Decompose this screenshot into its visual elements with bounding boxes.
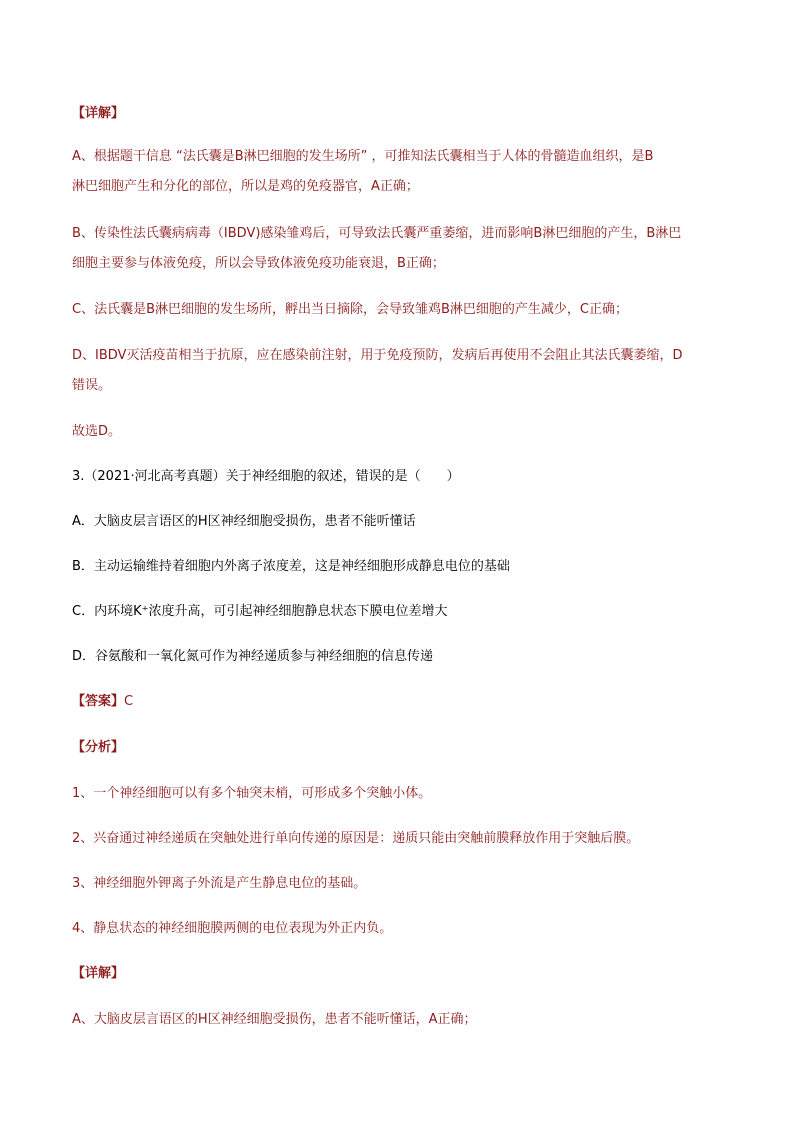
analysis-point-2: 2、兴奋通过神经递质在突触处进行单向传递的原因是：递质只能由突触前膜释放作用于突触后膜。 — [72, 831, 640, 846]
analysis-point-1: 1、一个神经细胞可以有多个轴突末梢，可形成多个突触小体。 — [72, 786, 432, 801]
answer-row — [72, 692, 133, 712]
detail-d-line-2: 错误。 — [72, 378, 112, 393]
detail-b-line-1: B、传染性法氏囊病病毒（IBDV)感染雏鸡后，可导致法氏囊严重萎缩，进而影响B淋巴细胞的产生，B淋巴 — [72, 226, 682, 241]
detail-b-line-2: 细胞主要参与体液免疫，所以会导致体液免疫功能衰退，B正确； — [72, 256, 445, 271]
analysis-point-3: 3、神经细胞外钾离子外流是产生静息电位的基础。 — [72, 876, 367, 891]
question-3-option-b: B．主动运输维持着细胞内外离子浓度差，这是神经细胞形成静息电位的基础 — [72, 559, 510, 574]
question-3-option-c: C．内环境K⁺浓度升高，可引起神经细胞静息状态下膜电位差增大 — [72, 604, 448, 619]
answer-value: C — [124, 694, 134, 709]
detail-heading-1: 【详解】 — [72, 106, 125, 121]
detail-c-line-1: C、法氏囊是B淋巴细胞的发生场所，孵出当日摘除，会导致雏鸡B淋巴细胞的产生减少，C正确； — [72, 302, 628, 317]
detail-a-line-1: A、根据题干信息 “法氏囊是B淋巴细胞的发生场所” ，可推知法氏囊相当于人体的骨髓造血组织，是B — [72, 149, 654, 164]
question-3-stem: 3.（2021·河北高考真题）关于神经细胞的叙述，错误的是（ ） — [72, 469, 460, 484]
detail-2-a-line-1: A、大脑皮层言语区的H区神经细胞受损伤，患者不能听懂话，A正确； — [72, 1012, 477, 1027]
detail-heading-2: 【详解】 — [72, 966, 125, 981]
question-3-option-d: D．谷氨酸和一氧化氮可作为神经递质参与神经细胞的信息传递 — [72, 649, 434, 664]
analysis-point-4: 4、静息状态的神经细胞膜两侧的电位表现为外正内负。 — [72, 921, 393, 936]
detail-d-line-1: D、IBDV灭活疫苗相当于抗原，应在感染前注射，用于免疫预防，发病后再使用不会阻止其法氏囊萎缩，D — [72, 348, 683, 363]
detail-conclusion: 故选D。 — [72, 424, 122, 439]
answer-label: 【答案】 — [72, 694, 125, 709]
analysis-heading: 【分析】 — [72, 740, 125, 755]
question-3-option-a: A．大脑皮层言语区的H区神经细胞受损伤，患者不能听懂话 — [72, 514, 416, 529]
detail-a-line-2: 淋巴细胞产生和分化的部位，所以是鸡的免疫器官，A正确； — [72, 179, 419, 194]
